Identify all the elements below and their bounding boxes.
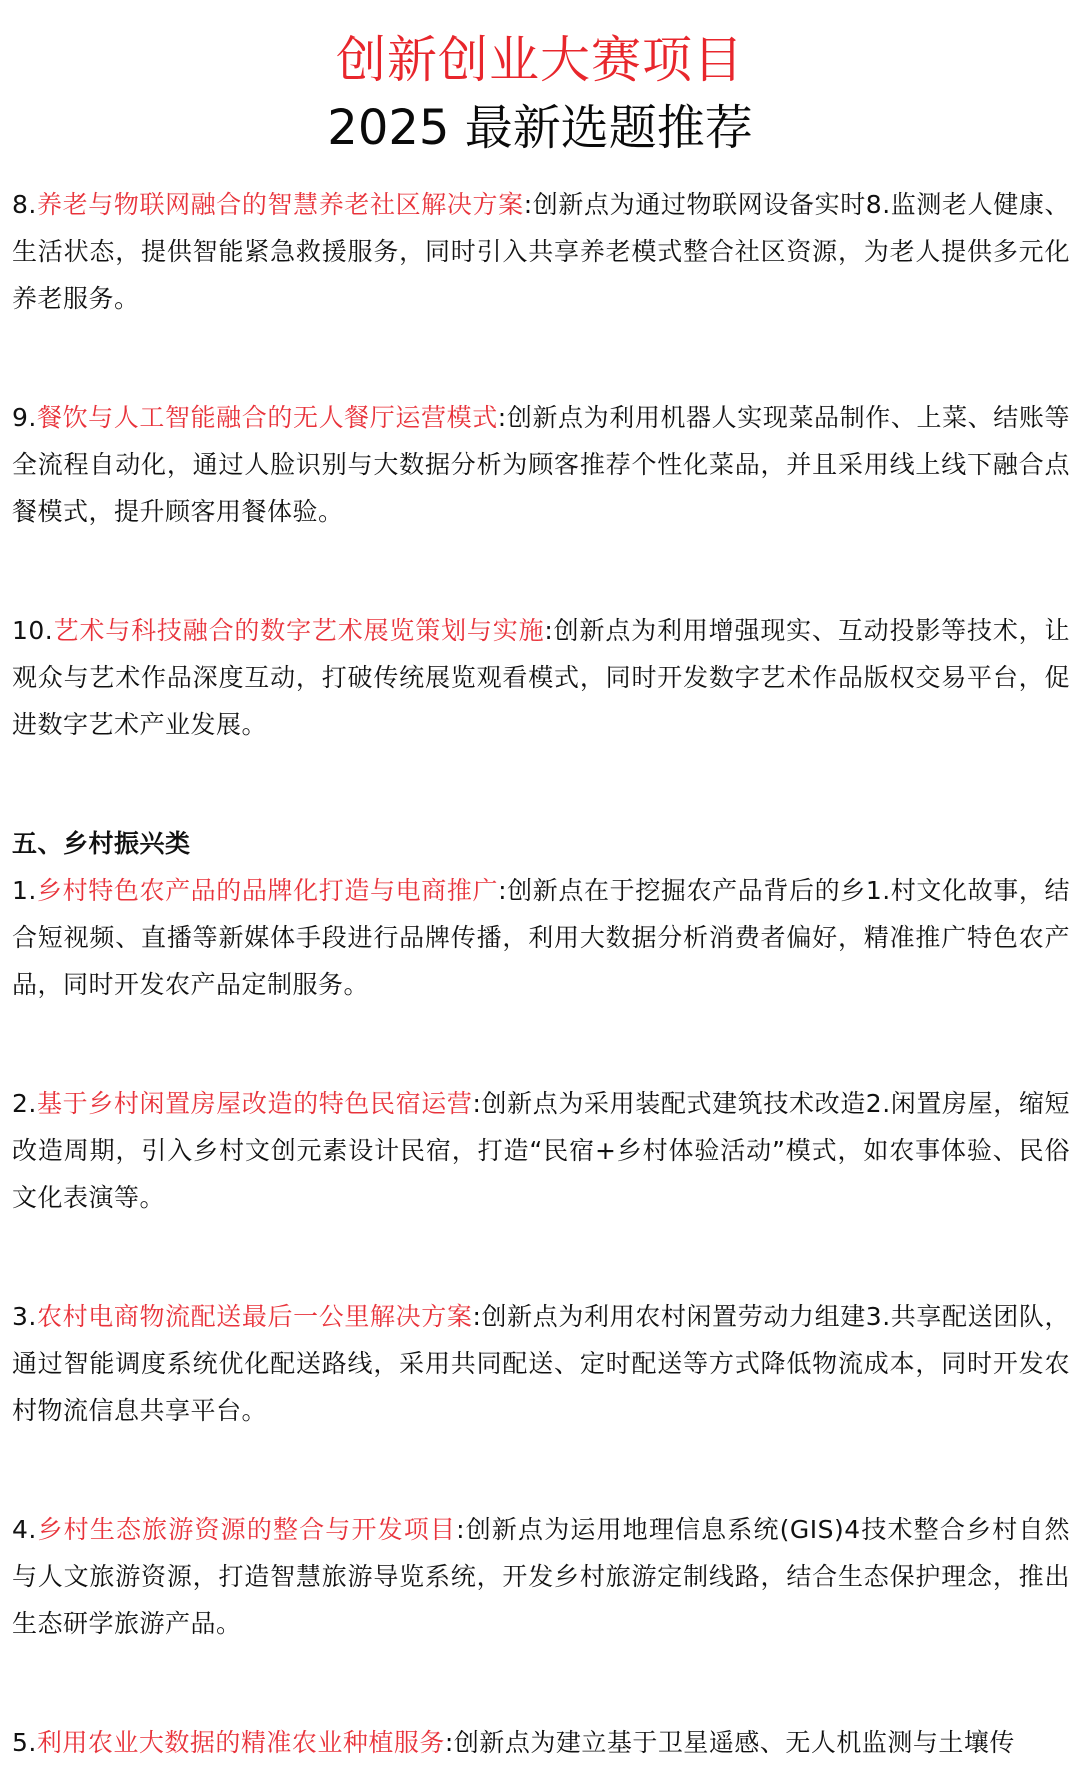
item-title: 艺术与科技融合的数字艺术展览策划与实施	[53, 616, 545, 645]
item-title: 农村电商物流配送最后一公里解决方案	[36, 1302, 473, 1331]
item-number: 3.	[12, 1302, 37, 1331]
item-number: 10.	[12, 616, 54, 645]
item-title: 养老与物联网融合的智慧养老社区解决方案	[36, 190, 524, 219]
item-body: 创新点为利用机器人实现菜品制作、上菜、结账等全流程自动化，通过人脸识别与大数据分析为顾客推荐个性化菜品，并且采用线上线下融合点餐模式，提升顾客用餐体验。	[12, 403, 1070, 526]
item-number: 8.	[12, 190, 37, 219]
item-separator: :	[498, 876, 508, 905]
list-item	[12, 1080, 1070, 1221]
page-subtitle: 2025 最新选题推荐	[327, 100, 753, 156]
page-title: 创新创业大赛项目	[336, 31, 744, 89]
item-body: 创新点为利用增强现实、互动投影等技术，让观众与艺术作品深度互动，打破传统展览观看模式，同时开发数字艺术作品版权交易平台，促进数字艺术产业发展。	[12, 616, 1070, 739]
list-item	[12, 394, 1070, 535]
section-heading: 五、乡村振兴类	[12, 829, 191, 858]
item-body: 创新点为建立基于卫星遥感、无人机监测与土壤传	[453, 1728, 1015, 1757]
item-separator: :	[472, 1302, 482, 1331]
item-title: 利用农业大数据的精准农业种植服务	[36, 1728, 445, 1757]
list-item	[12, 1719, 1070, 1766]
item-separator: :	[472, 1089, 482, 1118]
list-item	[12, 1506, 1070, 1647]
item-title: 基于乡村闲置房屋改造的特色民宿运营	[36, 1089, 473, 1118]
item-title: 乡村生态旅游资源的整合与开发项目	[36, 1515, 457, 1544]
item-body: 创新点在于挖掘农产品背后的乡1.村文化故事，结合短视频、直播等新媒体手段进行品牌传播，利用大数据分析消费者偏好，精准推广特色农产品，同时开发农产品定制服务。	[12, 876, 1070, 999]
item-number: 9.	[12, 403, 37, 432]
list-item	[12, 181, 1070, 322]
item-body: 创新点为利用农村闲置劳动力组建3.共享配送团队，通过智能调度系统优化配送路线，采用共同配送、定时配送等方式降低物流成本，同时开发农村物流信息共享平台。	[12, 1302, 1070, 1425]
item-number: 1.	[12, 876, 37, 905]
item-number: 5.	[12, 1728, 37, 1757]
item-separator: :	[456, 1515, 466, 1544]
list-item	[12, 607, 1070, 748]
item-separator: :	[444, 1728, 454, 1757]
list-item	[12, 1293, 1070, 1434]
item-separator: :	[497, 403, 507, 432]
item-separator: :	[544, 616, 554, 645]
item-title: 乡村特色农产品的品牌化打造与电商推广	[36, 876, 499, 905]
item-separator: :	[523, 190, 533, 219]
item-number: 4.	[12, 1515, 37, 1544]
item-number: 2.	[12, 1089, 37, 1118]
item-body: 创新点为通过物联网设备实时8.监测老人健康、生活状态，提供智能紧急救援服务，同时引入共享养老模式整合社区资源，为老人提供多元化养老服务。	[12, 190, 1070, 313]
item-body: 创新点为运用地理信息系统(GIS)4技术整合乡村自然与人文旅游资源，打造智慧旅游导览系统，开发乡村旅游定制线路，结合生态保护理念，推出生态研学旅游产品。	[12, 1515, 1070, 1638]
article-body	[12, 181, 1070, 1766]
item-body: 创新点为采用装配式建筑技术改造2.闲置房屋，缩短改造周期，引入乡村文创元素设计民宿，打造“民宿+乡村体验活动”模式，如农事体验、民俗文化表演等。	[12, 1089, 1070, 1212]
list-item	[12, 867, 1070, 1008]
item-title: 餐饮与人工智能融合的无人餐厅运营模式	[36, 403, 498, 432]
